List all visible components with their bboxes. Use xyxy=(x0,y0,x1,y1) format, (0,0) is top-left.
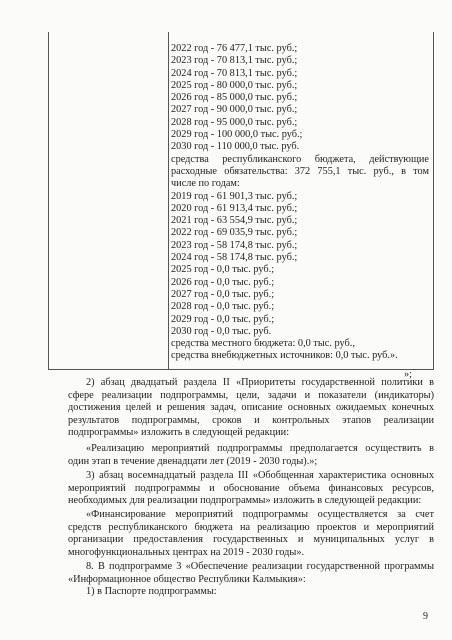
quote-closing: »; xyxy=(404,369,413,380)
funding-line: 2021 год - 63 554,9 тыс. руб.; xyxy=(171,215,298,227)
republic-budget-line: числе по годам: xyxy=(171,178,240,190)
paragraph-3-quote xyxy=(68,509,434,559)
text-line: средств республиканского бюджета на реализацию проектов и мероприятий xyxy=(68,521,434,533)
text-line: «Реализацию мероприятий подпрограммы предполагается осуществить в xyxy=(86,443,434,454)
text-line: результатов подпрограммы, сроков и контрольных этапов реализации xyxy=(68,414,434,426)
text-line: многофункциональных центрах на 2019 - 2030 годы». xyxy=(68,546,305,558)
funding-line: 2022 год - 69 035,9 тыс. руб.; xyxy=(171,227,298,239)
text-line: сфере реализации подпрограммы, цели, задачи и показатели (индикаторы) xyxy=(68,389,434,401)
local-budget-line: средства местного бюджета: 0,0 тыс. руб., xyxy=(171,338,355,350)
paragraph-3 xyxy=(68,470,434,508)
funding-line: 2024 год - 70 813,1 тыс. руб.; xyxy=(171,67,298,79)
text-line: организации предоставления государственных и муниципальных услуг в xyxy=(68,534,434,546)
funding-line: 2023 год - 70 813,1 тыс. руб.; xyxy=(171,55,298,67)
text-line: подпрограммы» изложить в следующей редакции: xyxy=(68,427,290,439)
text-line: 2) абзац двадцатый раздела II «Приоритеты государственной политики в xyxy=(86,377,434,388)
funding-line: 2029 год - 100 000,0 тыс. руб.; xyxy=(171,129,303,141)
funding-line: 2024 год - 58 174,8 тыс. руб.; xyxy=(171,252,298,264)
funding-line: 2020 год - 61 913,4 тыс. руб.; xyxy=(171,202,298,214)
text-line: 1) в Паспорте подпрограммы: xyxy=(86,586,217,598)
funding-line: 2027 год - 0,0 тыс. руб.; xyxy=(171,288,275,300)
text-line: мероприятий подпрограммы и обоснование объема финансовых ресурсов, xyxy=(68,482,434,494)
funding-line: 2026 год - 0,0 тыс. руб.; xyxy=(171,276,275,288)
funding-line: 2027 год - 90 000,0 тыс. руб.; xyxy=(171,104,298,116)
funding-line: 2030 год - 0,0 тыс. руб. xyxy=(171,325,272,337)
text-line: один этап в течение двенадцати лет (2019 - 2030 годы).»; xyxy=(68,455,318,467)
text-line: «Информационное общество Республики Калмыкия»: xyxy=(68,573,306,585)
republic-budget-line: средства республиканского бюджета, действующие xyxy=(171,153,429,165)
text-line: необходимых для реализации подпрограммы» изложить в следующей редакции: xyxy=(68,495,422,507)
paragraph-2-quote xyxy=(68,443,434,468)
funding-line: 2023 год - 58 174,8 тыс. руб.; xyxy=(171,239,298,251)
paragraph-8 xyxy=(68,561,434,599)
paragraph-2 xyxy=(68,377,434,440)
funding-line: 2026 год - 85 000,0 тыс. руб.; xyxy=(171,92,298,104)
funding-line: 2030 год - 110 000,0 тыс. руб. xyxy=(171,141,300,153)
text-line: достижения целей и решения задач, описание основных ожидаемых конечных xyxy=(68,402,434,414)
extra-budget-line: средства внебюджетных источников: 0,0 тыс. руб.». xyxy=(171,350,398,362)
text-line: 8. В подпрограмме 3 «Обеспечение реализации государственной программы xyxy=(86,561,434,572)
funding-line: 2019 год - 61 901,3 тыс. руб.; xyxy=(171,190,298,202)
text-line: 3) абзац восемнадцатый раздела III «Обобщенная характеристика основных xyxy=(86,470,434,481)
funding-line: 2025 год - 0,0 тыс. руб.; xyxy=(171,264,275,276)
funding-line: 2022 год - 76 477,1 тыс. руб.; xyxy=(171,43,298,54)
table-column-divider xyxy=(168,32,169,370)
page-number: 9 xyxy=(423,611,428,622)
funding-cell xyxy=(171,43,429,363)
text-line: «Финансирование мероприятий подпрограммы осуществляется за счет xyxy=(86,509,434,520)
republic-budget-line: расходные обязательства: 372 755,1 тыс. руб., в том xyxy=(171,165,429,177)
funding-line: 2025 год - 80 000,0 тыс. руб.; xyxy=(171,79,298,91)
funding-line: 2028 год - 0,0 тыс. руб.; xyxy=(171,301,275,313)
funding-line: 2028 год - 95 000,0 тыс. руб.; xyxy=(171,116,298,128)
funding-line: 2029 год - 0,0 тыс. руб.; xyxy=(171,313,275,325)
